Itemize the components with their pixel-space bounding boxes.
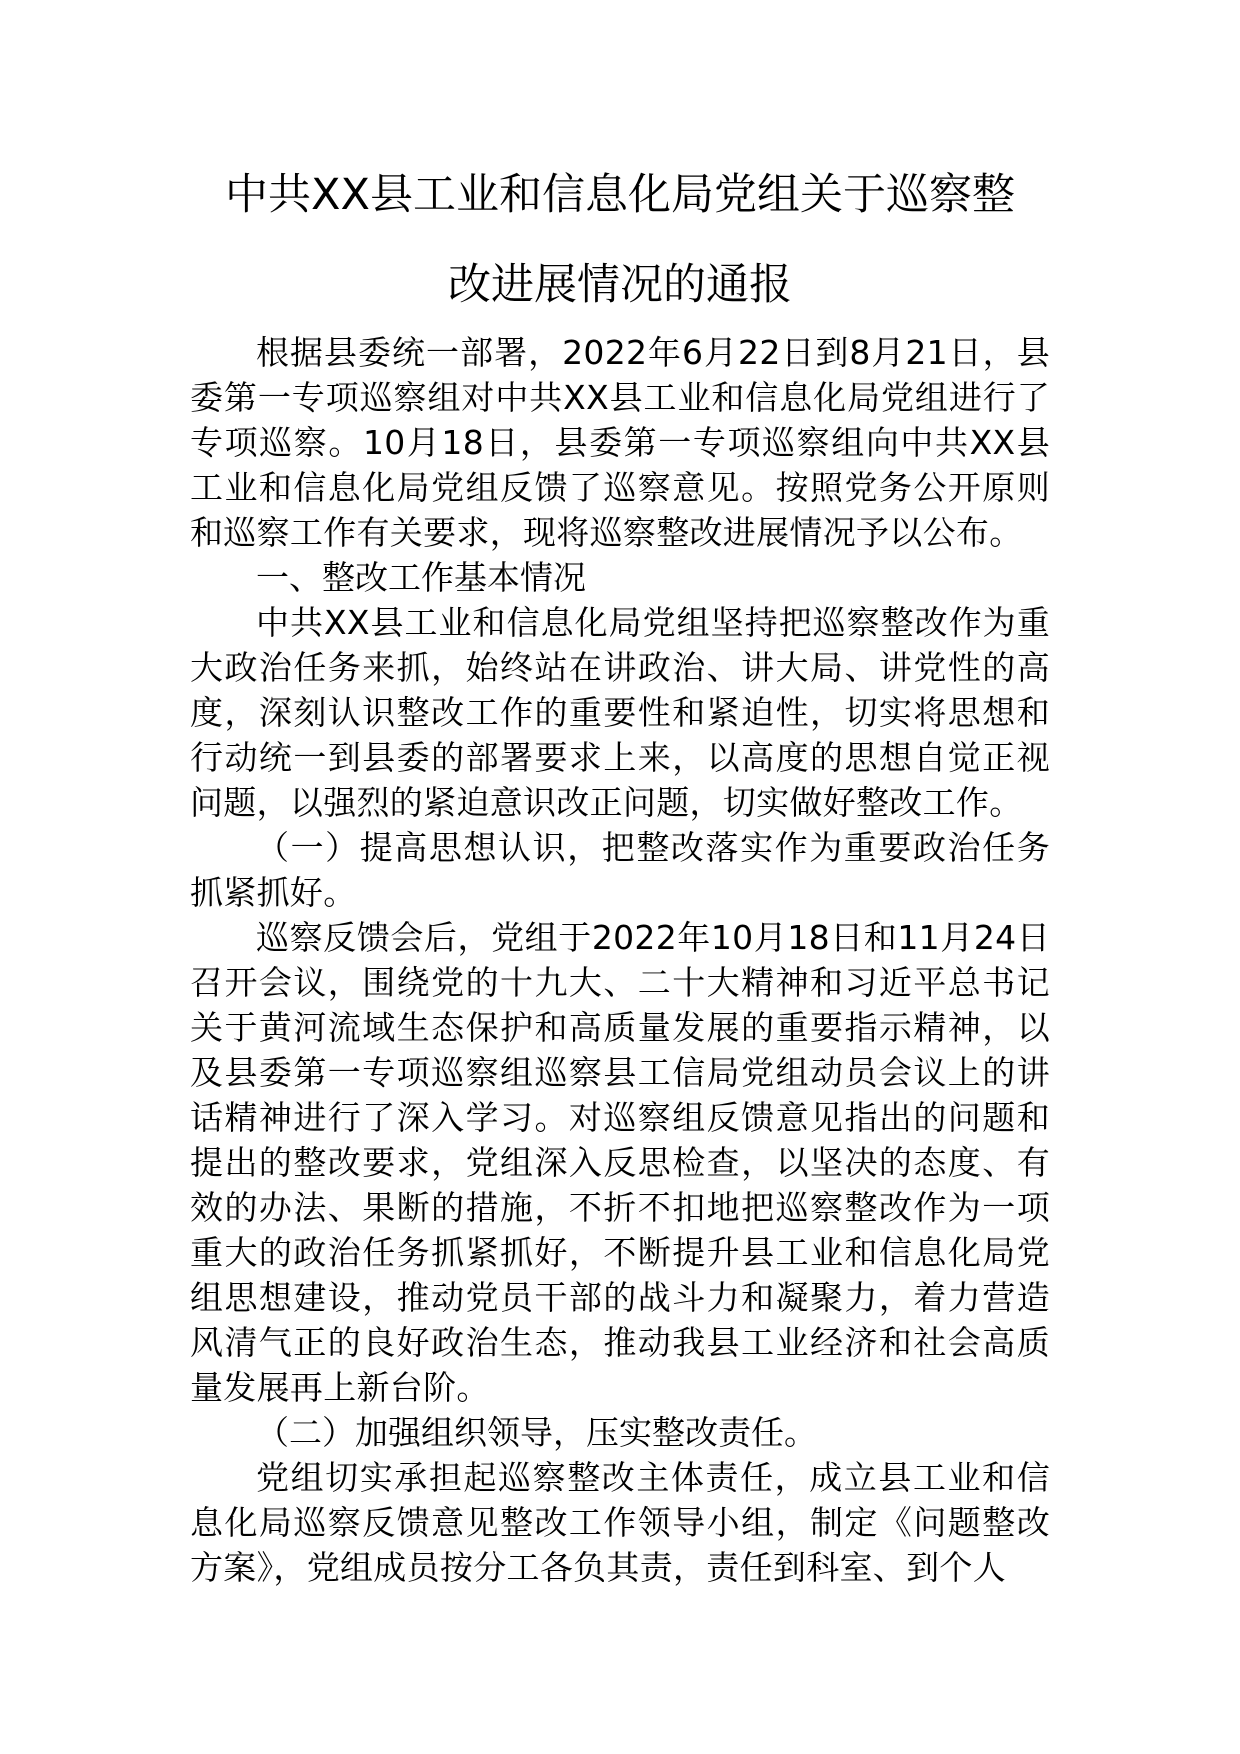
paragraph-basic-situation: 中共XX县工业和信息化局党组坚持把巡察整改作为重大政治任务来抓，始终站在讲政治、讲大局、讲党性的高度，深刻认识整改工作的重要性和紧迫性，切实将思想和行动统一到县委的部署要求上来，以高度的思想自觉正视问题，以强烈的紧迫意识改正问题，切实做好整改工作。	[190, 603, 1050, 822]
paragraph-responsibility: 党组切实承担起巡察整改主体责任，成立县工业和信息化局巡察反馈意见整改工作领导小组，制定《问题整改方案》，党组成员按分工各负其责，责任到科室、到个人	[190, 1458, 1050, 1587]
paragraph-intro: 根据县委统一部署，2022年6月22日到8月21日，县委第一专项巡察组对中共XX县工业和信息化局党组进行了专项巡察。10月18日，县委第一专项巡察组向中共XX县工业和信息化局党组反馈了巡察意见。按照党务公开原则和巡察工作有关要求，现将巡察整改进展情况予以公布。	[190, 333, 1050, 552]
document-page	[190, 150, 1050, 1590]
section-heading-1: 一、整改工作基本情况	[256, 558, 586, 597]
document-title-line-1: 中共XX县工业和信息化局党组关于巡察整	[225, 170, 1015, 220]
document-body	[190, 330, 1050, 1590]
subsection-heading-1: （一）提高思想认识，把整改落实作为重要政治任务抓紧抓好。	[190, 828, 1050, 912]
subsection-heading-2: （二）加强组织领导，压实整改责任。	[256, 1413, 817, 1452]
document-title	[190, 150, 1050, 330]
document-title-line-2: 改进展情况的通报	[448, 260, 792, 310]
paragraph-study: 巡察反馈会后，党组于2022年10月18日和11月24日召开会议，围绕党的十九大、二十大精神和习近平总书记关于黄河流域生态保护和高质量发展的重要指示精神，以及县委第一专项巡察组巡察县工信局党组动员会议上的讲话精神进行了深入学习。对巡察组反馈意见指出的问题和提出的整改要求，党组深入反思检查，以坚决的态度、有效的办法、果断的措施，不折不扣地把巡察整改作为一项重大的政治任务抓紧抓好，不断提升县工业和信息化局党组思想建设，推动党员干部的战斗力和凝聚力，着力营造风清气正的良好政治生态，推动我县工业经济和社会高质量发展再上新台阶。	[190, 918, 1050, 1407]
